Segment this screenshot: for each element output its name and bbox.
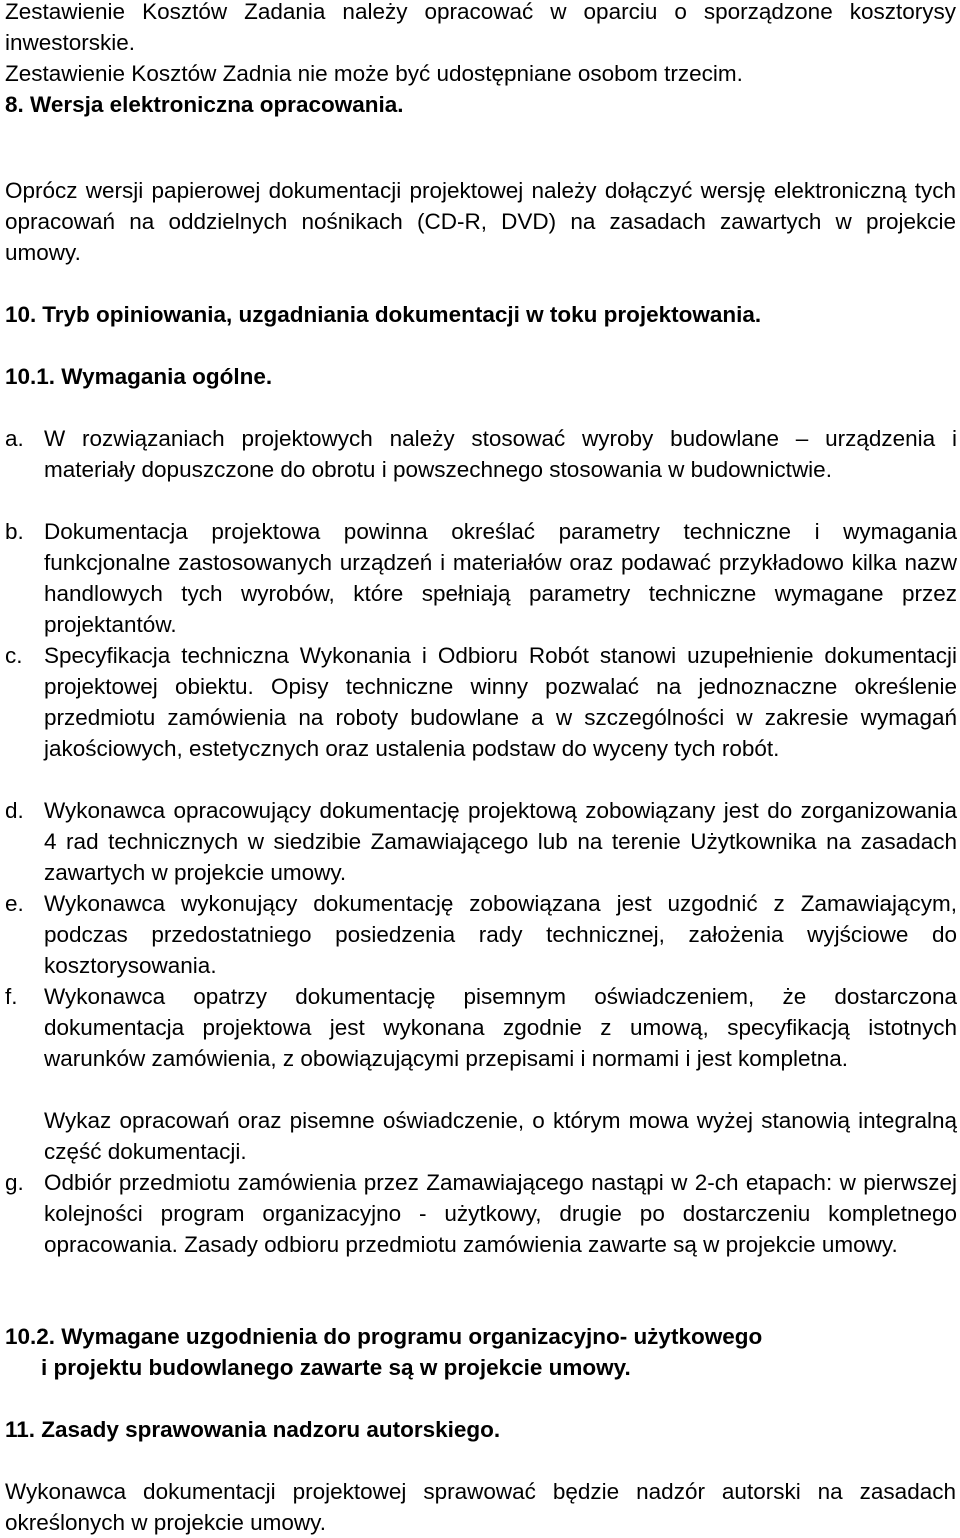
list-item-label: a.	[5, 426, 24, 451]
heading-section-10-text: Tryb opiniowania, uzgadniania dokumentacji w toku projektowania.	[42, 302, 762, 327]
heading-section-10-1: 10.1. Wymagania ogólne.	[5, 364, 273, 389]
heading-section-10-2	[5, 1321, 956, 1383]
heading-section-10-number: 10.	[5, 302, 37, 327]
list-item-label: c.	[5, 643, 23, 668]
list-item-g	[5, 1167, 957, 1260]
list-item-text: Dokumentacja projektowa powinna określać parametry techniczne i wymagania funkcjonalne zastosowanych urządzeń i materiałów oraz podawać przykładowo kilka nazw handlowych tych wyrobów, które spełniają parametry techniczne wymagane przez projektantów.	[44, 519, 957, 637]
list-item-d	[5, 795, 957, 888]
list-item-text: Wykonawca wykonujący dokumentację zobowiązana jest uzgodnić z Zamawiającym, podczas przedostatniego posiedzenia rady technicznej, założenia wyjściowe do kosztorysowania.	[44, 891, 957, 978]
heading-section-10-2-line2: i projektu budowlanego zawarte są w projekcie umowy.	[41, 1355, 631, 1380]
heading-section-8: 8. Wersja elektroniczna opracowania.	[5, 92, 404, 117]
list-item-text: W rozwiązaniach projektowych należy stosować wyroby budowlane – urządzenia i materiały dopuszczone do obrotu i powszechnego stosowania w budownictwie.	[44, 426, 957, 482]
list-item-text: Specyfikacja techniczna Wykonania i Odbioru Robót stanowi uzupełnienie dokumentacji projektowej obiektu. Opisy techniczne winny pozwalać na jednoznaczne określenie przedmiotu zamówienia na roboty budowlane a w szczególności w zakresie wymagań jakościowych, estetycznych oraz ustalenia podstaw do wyceny tych robót.	[44, 643, 957, 761]
paragraph-electronic-version: Oprócz wersji papierowej dokumentacji projektowej należy dołączyć wersję elektroniczną tych opracowań na oddzielnych nośnikach (CD-R, DVD) na zasadach zawartych w projekcie umowy.	[5, 178, 956, 265]
paragraph-cost-summary-confidential: Zestawienie Kosztów Zadnia nie może być udostępniane osobom trzecim.	[5, 61, 743, 86]
list-item-text: Wykaz opracowań oraz pisemne oświadczenie, o którym mowa wyżej stanowią integralną część dokumentacji.	[44, 1108, 957, 1164]
list-item-b	[5, 516, 957, 640]
list-item-f-continuation	[5, 1105, 957, 1167]
list-item-text: Odbiór przedmiotu zamówienia przez Zamawiającego nastąpi w 2-ch etapach: w pierwszej kolejności program organizacyjno - użytkowy, drugie po dostarczeniu kompletnego opracowania. Zasady odbioru przedmiotu zamówienia zawarte są w projekcie umowy.	[44, 1170, 957, 1257]
paragraph-cost-summary: Zestawienie Kosztów Zadania należy opracować w oparciu o sporządzone kosztorysy inwestorskie.	[5, 0, 956, 55]
list-item-e	[5, 888, 957, 981]
heading-section-10	[5, 299, 956, 330]
list-item-label: b.	[5, 519, 24, 544]
heading-section-10-2-line1: 10.2. Wymagane uzgodnienia do programu organizacyjno- użytkowego	[5, 1324, 763, 1349]
list-item-c	[5, 640, 957, 764]
list-item-label: f.	[5, 984, 18, 1009]
list-item-label: e.	[5, 891, 24, 916]
list-item-text: Wykonawca opatrzy dokumentację pisemnym oświadczeniem, że dostarczona dokumentacja projektowa jest wykonana zgodnie z umową, specyfikacją istotnych warunków zamówienia, z obowiązującymi przepisami i normami i jest kompletna.	[44, 984, 957, 1071]
list-item-text: Wykonawca opracowujący dokumentację projektową zobowiązany jest do zorganizowania 4 rad technicznych w siedzibie Zamawiającego lub na terenie Użytkownika na zasadach zawartych w projekcie umowy.	[44, 798, 957, 885]
heading-section-11: 11. Zasady sprawowania nadzoru autorskiego.	[5, 1417, 501, 1442]
list-item-a	[5, 423, 957, 485]
list-item-label: d.	[5, 798, 24, 823]
paragraph-author-supervision: Wykonawca dokumentacji projektowej sprawować będzie nadzór autorski na zasadach określonych w projekcie umowy.	[5, 1479, 956, 1535]
list-item-label: g.	[5, 1170, 24, 1195]
list-item-f	[5, 981, 957, 1074]
